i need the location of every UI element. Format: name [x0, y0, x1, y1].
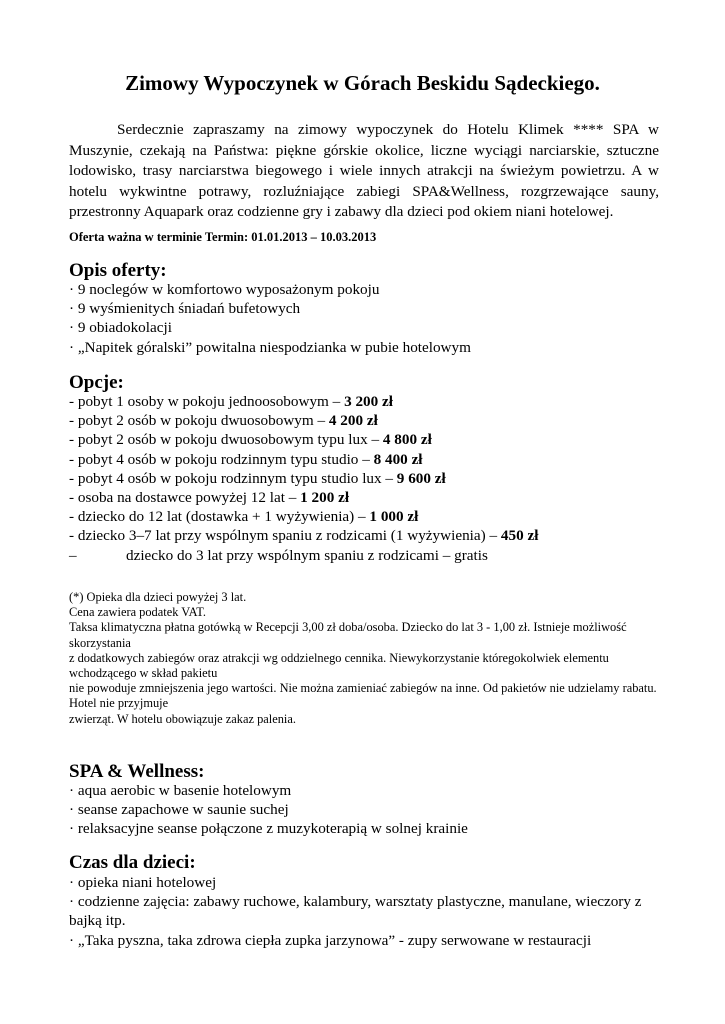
- option-text: - pobyt 2 osób w pokoju dwuosobowym –: [69, 412, 329, 430]
- note-line: z dodatkowych zabiegów oraz atrakcji wg oddzielnego cennika. Niewykorzystanie któregokolwiek elementu wchodzącego w skład pakietu: [69, 650, 609, 681]
- option-item: [69, 526, 669, 545]
- list-item: · codzienne zajęcia: zabawy ruchowe, kalambury, warsztaty plastyczne, manulane, wieczory z bajką itp.: [69, 893, 642, 930]
- intro-text: Serdecznie zapraszamy na zimowy wypoczynek do Hotelu Klimek **** SPA w Muszynie, czekają na Państwa: piękne górskie okolice, liczne wyciągi narciarskie, sztuczne lodowisko, trasy narciarstwa biegowego i wiele innych atrakcji na świeżym powietrzu. A w hotelu wykwintne potrawy, rozluźniające zabiegi SPA&Wellness, rozgrzewające sauny, przestronny Aquapark oraz codzienne gry i zabawy dla dzieci pod okiem niani hotelowej.: [69, 121, 659, 220]
- list-item: · opieka niani hotelowej: [69, 874, 217, 891]
- option-item: [69, 546, 669, 565]
- option-item: [69, 507, 669, 526]
- note-line: (*) Opieka dla dzieci powyżej 3 lat.: [69, 590, 247, 604]
- offer-description-list: [69, 280, 669, 357]
- list-item: · 9 obiadokolacji: [69, 319, 172, 337]
- list-item: · seanse zapachowe w saunie suchej: [69, 801, 289, 819]
- spa-list: [69, 781, 669, 839]
- list-item: · relaksacyjne seanse połączone z muzykoterapią w solnej krainie: [69, 820, 468, 838]
- note-line: zwierząt. W hotelu obowiązuje zakaz palenia.: [69, 711, 296, 726]
- kids-heading: Czas dla dzieci:: [69, 852, 196, 873]
- list-item: · „Taka pyszna, taka zdrowa ciepła zupka jarzynowa” - zupy serwowane w restauracji: [69, 931, 592, 949]
- option-text: - dziecko do 12 lat (dostawka + 1 wyżywienia) –: [69, 508, 370, 526]
- option-text: - dziecko 3–7 lat przy wspólnym spaniu z rodzicami (1 wyżywienia) –: [69, 527, 501, 545]
- option-price: 4 800 zł: [382, 431, 432, 449]
- options-heading: Opcje:: [69, 372, 124, 393]
- list-item: · 9 noclegów w komfortowo wyposażonym pokoju: [69, 281, 380, 298]
- option-text: - pobyt 1 osoby w pokoju jednoosobowym –: [69, 393, 345, 410]
- offer-validity: Oferta ważna w terminie Termin: 01.01.2013 – 10.03.2013: [69, 230, 377, 244]
- option-text: - pobyt 4 osób w pokoju rodzinnym typu studio –: [69, 450, 374, 468]
- option-text: - pobyt 2 osób w pokoju dwuosobowym typu lux –: [69, 431, 383, 449]
- document-title: Zimowy Wypoczynek w Górach Beskidu Sądeckiego.: [125, 71, 600, 95]
- option-price: 1 000 zł: [369, 508, 419, 526]
- list-item: · 9 wyśmienitych śniadań bufetowych: [69, 300, 301, 318]
- note-line: Cena zawiera podatek VAT.: [69, 605, 206, 620]
- offer-description-heading: Opis oferty:: [69, 260, 167, 281]
- note-line: nie powoduje zmniejszenia jego wartości. Nie można zamieniać zabiegów na inne. Od pakietów nie udzielamy rabatu. Hotel nie przyjmuje: [69, 681, 657, 711]
- options-list: [69, 392, 669, 565]
- note-line: Taksa klimatyczna płatna gotówką w Recepcji 3,00 zł doba/osoba. Dziecko do lat 3 - 1,00 zł. Istnieje możliwość skorzystania: [69, 620, 627, 650]
- option-item: [69, 430, 669, 449]
- option-item: [69, 450, 669, 469]
- option-item: [69, 411, 669, 430]
- option-price: 9 600 zł: [396, 469, 446, 487]
- intro-paragraph: [69, 120, 659, 223]
- option-item: [69, 392, 669, 411]
- option-text: - pobyt 4 osób w pokoju rodzinnym typu studio lux –: [69, 469, 397, 487]
- option-price: 450 zł: [500, 527, 539, 545]
- option-dash: –: [69, 546, 77, 564]
- notes-block: [69, 590, 669, 727]
- option-price: 3 200 zł: [344, 393, 393, 410]
- option-item: [69, 469, 669, 488]
- list-item: · aqua aerobic w basenie hotelowym: [69, 782, 292, 799]
- option-price: 8 400 zł: [373, 450, 423, 468]
- list-item: · „Napitek góralski” powitalna niespodzianka w pubie hotelowym: [69, 338, 471, 356]
- option-item: [69, 488, 669, 507]
- spa-heading: SPA & Wellness:: [69, 761, 205, 782]
- option-text: - osoba na dostawce powyżej 12 lat –: [69, 489, 301, 507]
- kids-list: [69, 873, 661, 950]
- option-price: 4 200 zł: [328, 412, 378, 430]
- option-text: dziecko do 3 lat przy wspólnym spaniu z rodzicami – gratis: [126, 546, 488, 564]
- option-price: 1 200 zł: [300, 489, 350, 507]
